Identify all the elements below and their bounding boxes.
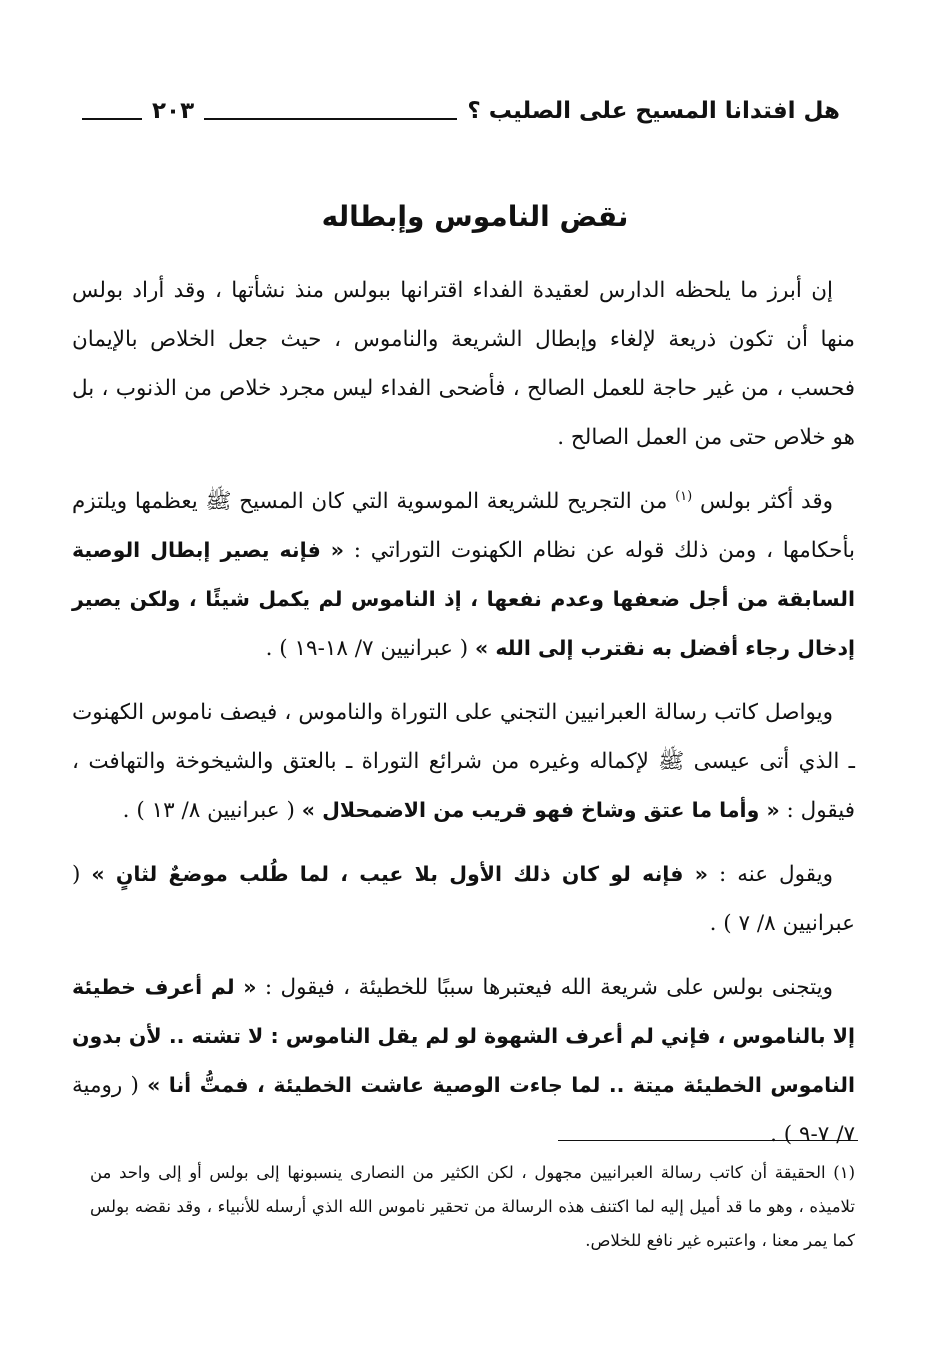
running-header xyxy=(72,86,840,126)
section-title: نقض الناموس وإبطاله xyxy=(321,200,629,233)
footnote-rule xyxy=(558,1140,858,1141)
scripture-reference: ( رومية ٧/ ٧-٩ ) . xyxy=(72,1073,855,1147)
body-text xyxy=(72,266,855,1174)
paragraph-3 xyxy=(72,688,855,835)
scripture-reference: ( عبرانيين ٨/ ١٣ ) . xyxy=(122,798,295,823)
quotation: « لم أعرف خطيئة إلا بالناموس ، فإني لم أعرف الشهوة لو لم يقل الناموس : لا تشته .. لأن بدون الناموس الخطيئة ميتة .. لما جاءت الوصية عاشت الخطيئة ، فمتُّ أنا » xyxy=(72,975,855,1097)
paragraph-5 xyxy=(72,963,855,1159)
page-number: ٢٠٣ xyxy=(152,98,195,124)
header-rule xyxy=(204,118,457,120)
footnote-1: (١) الحقيقة أن كاتب رسالة العبرانيين مجهول ، لكن الكثير من النصارى ينسبونها إلى بولس أو إلى واحد من تلاميذه ، وهو ما قد أميل إليه لما اكتنف هذه الرسالة من تحقير ناموس الله الذي أرسله للأنبياء ، وقد نقضه بولس كما يمر معنا ، واعتبره غير نافع للخلاص. xyxy=(90,1163,855,1250)
paragraph-text: ويواصل كاتب رسالة العبرانيين التجني على التوراة والناموس ، فيصف ناموس الكهنوت ـ الذي أتى عيسى ﷺ لإكماله وغيره من شرائع التوراة ـ بالعتق والشيخوخة والتهافت ، فيقول : xyxy=(72,700,855,823)
paragraph-4 xyxy=(72,850,855,948)
quotation: « وأما ما عتق وشاخ فهو قريب من الاضمحلال » xyxy=(301,798,780,822)
paragraph-text: وقد أكثر بولس xyxy=(699,489,833,514)
paragraph-2 xyxy=(72,477,855,673)
scripture-reference: ( عبرانيين ٨/ ٧ ) . xyxy=(72,862,855,936)
running-title: هل افتدانا المسيح على الصليب ؟ xyxy=(467,98,840,124)
quotation: « فإنه يصير إبطال الوصية السابقة من أجل ضعفها وعدم نفعها ، إذ الناموس لم يكمل شيئًا ، ولكن يصير إدخال رجاء أفضل به نقترب إلى الله » xyxy=(72,538,855,660)
paragraph-text: ويتجنى بولس على شريعة الله فيعتبرها سببًا للخطيئة ، فيقول : xyxy=(264,975,834,1000)
paragraph-text: من التجريح للشريعة الموسوية التي كان المسيح ﷺ يعظمها ويلتزم بأحكامها ، ومن ذلك قوله عن نظام الكهنوت التوراتي : xyxy=(72,489,856,563)
header-rule-end xyxy=(82,118,142,120)
footnote-marker[interactable]: (١) xyxy=(675,488,693,504)
quotation: « فإنه لو كان ذلك الأول بلا عيب ، لما طُلب موضعٌ لثانٍ » xyxy=(91,862,708,886)
paragraph-text: ويقول عنه : xyxy=(718,862,834,887)
paragraph-1: إن أبرز ما يلحظه الدارس لعقيدة الفداء اقترانها ببولس منذ نشأتها ، وقد أراد بولس منها أن تكون ذريعة لإلغاء وإبطال الشريعة والناموس ، حيث جعل الخلاص بالإيمان فحسب ، من غير حاجة للعمل الصالح ، فأضحى الفداء ليس مجرد خلاص من الذنوب ، بل هو خلاص حتى من العمل الصالح . xyxy=(72,278,855,450)
scripture-reference: ( عبرانيين ٧/ ١٨-١٩ ) . xyxy=(265,636,469,661)
